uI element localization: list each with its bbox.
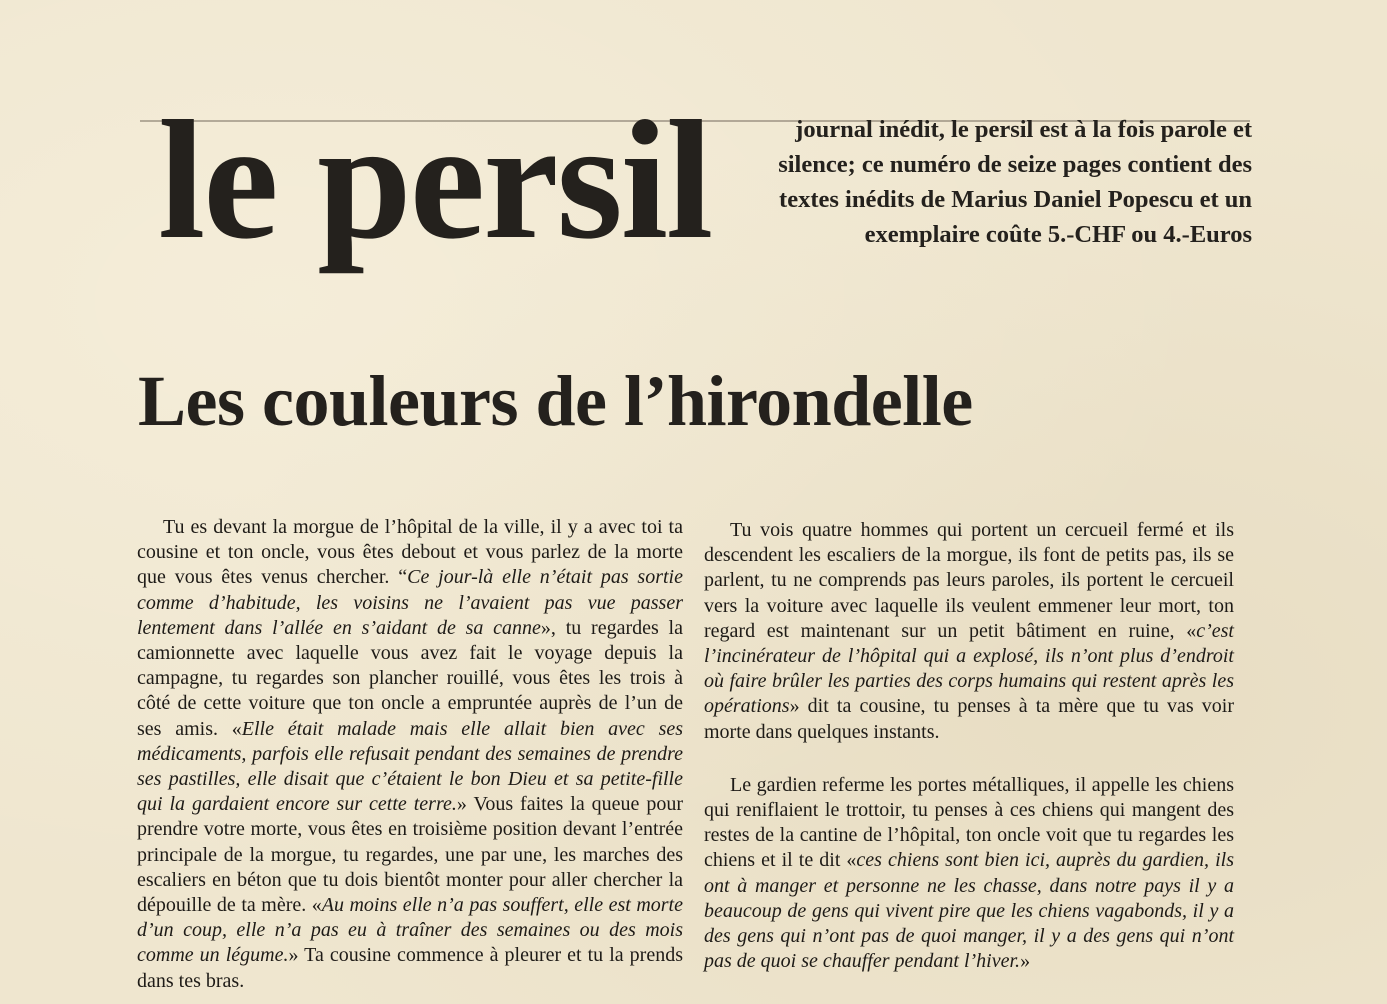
quoted-speech: Ce jour-là elle n’était pas sortie comme d’habitude, les voisins ne l’avaient pas vue passer lentement dans l’allée en s’aidant de sa canne [137,566,683,639]
article-paragraph [704,518,1234,745]
article-paragraph [137,515,683,994]
narrative-text: », tu regardes la camionnette avec laquelle vous avez fait le voyage depuis la campagne, tu regardes son plancher rouillé, vous êtes les trois à côté de cette voiture que ton oncle a empruntée auprès de l’un de ses amis. « [137,616,683,740]
narrative-text: » Vous faites la queue pour prendre votre morte, vous êtes en troisième position devant l’entrée principale de la morgue, tu regardes, une par une, les marches des escaliers en béton que tu dois bientôt monter pour aller chercher la dépouille de ta mère. « [137,793,683,917]
narrative-text: » dit ta cousine, tu penses à ta mère que tu vas voir morte dans quelques instants. [704,695,1234,743]
quoted-speech: ces chiens sont bien ici, auprès du gardien, ils ont à manger et personne ne les chasse, dans notre pays il y a beaucoup de gens qui vivent pire que les chiens vagabonds, il y a des gens qui n’ont pas de quoi manger, il y a des gens qui n’ont pas de quoi se chauffer pendant l’hiver. [704,849,1234,973]
quoted-speech: Au moins elle n’a pas souffert, elle est morte d’un coup, elle n’a pas eu à traîner des semaines ou des mois comme un légume. [137,894,683,967]
quoted-speech: c’est l’incinérateur de l’hôpital qui a explosé, ils n’ont plus d’endroit où faire brûler les parties des corps humains qui restent après les opérations [704,619,1234,718]
narrative-text: Le gardien referme les portes métalliques, il appelle les chiens qui reniflaient le trottoir, tu penses à ces chiens qui mangent des restes de la cantine de l’hôpital, ton oncle voit que tu regardes les chiens et il te dit « [704,773,1234,872]
narrative-text: » Ta cousine commence à pleurer et tu la prends dans tes bras. [137,944,683,992]
masthead-tagline: journal inédit, le persil est à la fois parole et silence; ce numéro de seize pages contient des textes inédits de Marius Daniel Popescu et un exemplaire coûte 5.-CHF ou 4.-Euros [778,116,1252,248]
article-headline: Les couleurs de l’hirondelle [138,361,973,441]
narrative-text: Tu es devant la morgue de l’hôpital de la ville, il y a avec toi ta cousine et ton oncle, vous êtes debout et vous parlez de la morte que vous êtes venus chercher. “ [137,516,683,589]
article-column-right [704,518,1234,974]
article-paragraph [704,773,1234,975]
article-column-left [137,515,683,994]
quoted-speech: Elle était malade mais elle allait bien avec ses médicaments, parfois elle refusait pendant des semaines de prendre ses pastilles, elle disait que c’étaient le bon Dieu et sa petite-fille qui la gardaient encore sur cette terre. [137,717,684,816]
masthead-title: le persil [158,86,712,274]
narrative-text: Tu vois quatre hommes qui portent un cercueil fermé et ils descendent les escaliers de la morgue, ils font de petits pas, ils se parlent, tu ne comprends pas leurs paroles, ils portent le cercueil vers la voiture avec laquelle ils veulent emmener leur mort, ton regard est maintenant sur un petit bâtiment en ruine, « [704,519,1234,642]
narrative-text: » [1020,950,1031,973]
